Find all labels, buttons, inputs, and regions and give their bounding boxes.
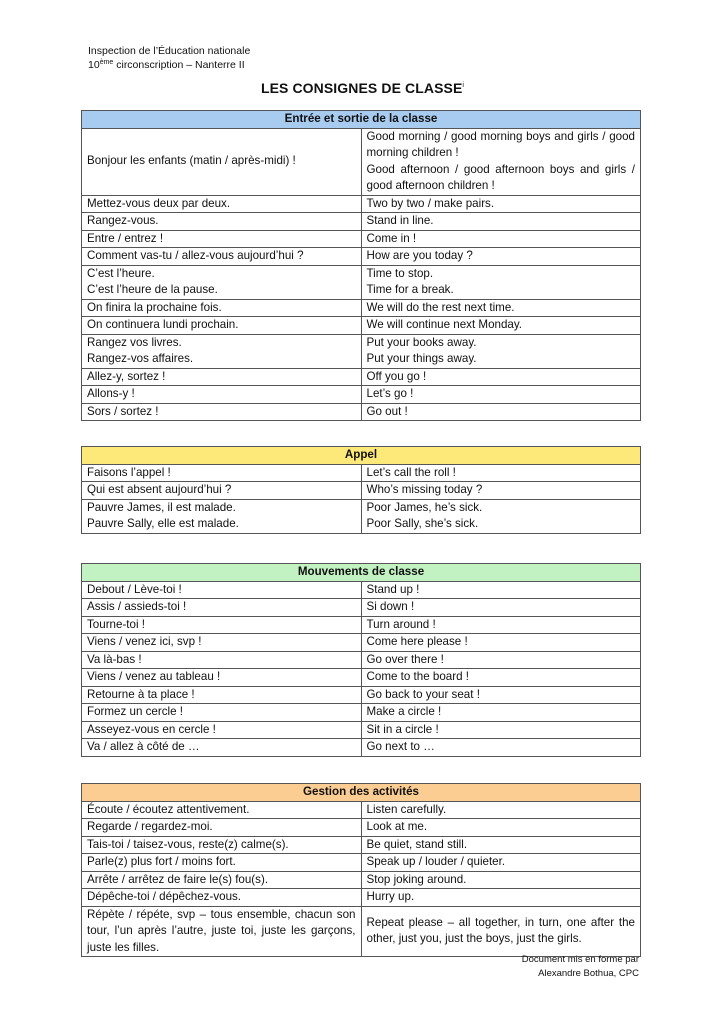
english-phrase: Poor James, he’s sick. xyxy=(366,500,483,514)
french-cell xyxy=(82,213,362,231)
french-phrase: Retourne à ta place ! xyxy=(87,687,195,701)
header-line-2 xyxy=(88,58,250,72)
english-phrase: Si down ! xyxy=(366,600,415,613)
english-cell xyxy=(361,299,641,317)
french-cell xyxy=(82,334,362,368)
french-phrase: Viens / venez au tableau ! xyxy=(87,670,221,683)
french-cell xyxy=(82,299,362,317)
header-line-2-prefix: 10 xyxy=(88,59,100,71)
french-cell xyxy=(82,499,362,533)
english-phrase: Repeat please – all together, in turn, one after the other, just you, just the boys, just the girls. xyxy=(366,915,635,946)
table-mouvements xyxy=(81,563,641,757)
french-cell xyxy=(82,721,362,739)
english-cell xyxy=(361,801,641,819)
english-phrase: We will do the rest next time. xyxy=(366,300,515,314)
table-row xyxy=(82,464,641,482)
table-row xyxy=(82,265,641,299)
table-row xyxy=(82,854,641,872)
french-phrase: Parle(z) plus fort / moins fort. xyxy=(87,855,236,868)
french-phrase: Assis / assieds-toi ! xyxy=(87,600,187,613)
french-phrase: Arrête / arrêtez de faire le(s) fou(s). xyxy=(87,872,269,886)
french-phrase: Entre / entrez ! xyxy=(87,231,164,245)
english-phrase: Good morning / good morning boys and girls / good morning children ! xyxy=(366,129,635,159)
table-row xyxy=(82,403,641,421)
english-cell xyxy=(361,854,641,872)
english-phrase: Off you go ! xyxy=(366,369,427,383)
table-row xyxy=(82,213,641,231)
french-phrase: Va / allez à côté de … xyxy=(87,740,200,753)
french-phrase: Qui est absent aujourd’hui ? xyxy=(87,483,232,496)
french-cell xyxy=(82,230,362,248)
english-cell xyxy=(361,581,641,599)
header-line-2-sup: ème xyxy=(99,59,114,66)
french-cell xyxy=(82,464,362,482)
table-heading-row xyxy=(82,564,641,582)
french-cell xyxy=(82,669,362,687)
french-phrase: Formez un cercle ! xyxy=(87,705,183,718)
english-cell xyxy=(361,599,641,617)
french-phrase: Répète / répéte, svp – tous ensemble, chacun son tour, l’un après l’autre, juste toi, juste les garçons, juste les filles. xyxy=(87,907,356,954)
french-phrase: Dépêche-toi / dépêchez-vous. xyxy=(87,890,242,903)
table-gestion xyxy=(81,783,641,957)
french-cell xyxy=(82,128,362,195)
table-row xyxy=(82,889,641,907)
header-line-2-rest: circonscription – Nanterre II xyxy=(113,59,245,71)
table-row xyxy=(82,819,641,837)
table-row xyxy=(82,299,641,317)
title-footnote-mark: i xyxy=(462,82,465,89)
french-cell xyxy=(82,317,362,335)
english-phrase: How are you today ? xyxy=(366,249,473,262)
english-cell xyxy=(361,616,641,634)
french-cell xyxy=(82,686,362,704)
english-cell xyxy=(361,464,641,482)
french-phrase: Pauvre Sally, elle est malade. xyxy=(87,517,239,530)
english-phrase: Come in ! xyxy=(366,231,417,245)
table-row xyxy=(82,686,641,704)
french-cell xyxy=(82,403,362,421)
section-heading: Mouvements de classe xyxy=(82,564,641,582)
english-phrase: Poor Sally, she’s sick. xyxy=(366,517,479,530)
english-phrase: Speak up / louder / quieter. xyxy=(366,855,506,868)
french-cell xyxy=(82,634,362,652)
french-phrase: Mettez-vous deux par deux. xyxy=(87,196,231,210)
english-cell xyxy=(361,213,641,231)
document-header xyxy=(88,44,250,72)
english-cell xyxy=(361,819,641,837)
english-phrase: Come to the board ! xyxy=(366,670,469,683)
header-line-1: Inspection de l’Éducation nationale xyxy=(88,45,251,57)
table-row xyxy=(82,651,641,669)
table-row xyxy=(82,669,641,687)
english-phrase: Two by two / make pairs. xyxy=(366,196,495,210)
english-cell xyxy=(361,386,641,404)
french-cell xyxy=(82,195,362,213)
french-cell xyxy=(82,704,362,722)
french-phrase: Rangez-vous. xyxy=(87,214,159,227)
table-row xyxy=(82,482,641,500)
section-heading: Entrée et sortie de la classe xyxy=(82,111,641,129)
table-row xyxy=(82,386,641,404)
french-phrase: Tais-toi / taisez-vous, reste(z) calme(s). xyxy=(87,837,289,851)
french-cell xyxy=(82,248,362,266)
english-cell xyxy=(361,230,641,248)
english-cell xyxy=(361,265,641,299)
english-cell xyxy=(361,871,641,889)
english-cell xyxy=(361,128,641,195)
french-phrase: Debout / Lève-toi ! xyxy=(87,582,182,596)
table-row xyxy=(82,317,641,335)
french-cell xyxy=(82,906,362,957)
table-row xyxy=(82,230,641,248)
page-title xyxy=(0,80,725,96)
table-row xyxy=(82,334,641,368)
french-phrase: C’est l’heure. xyxy=(87,266,155,280)
table-heading-row xyxy=(82,111,641,129)
document-footer xyxy=(522,953,639,981)
english-phrase: Look at me. xyxy=(366,820,428,833)
english-phrase: Go out ! xyxy=(366,404,408,418)
english-cell xyxy=(361,686,641,704)
english-phrase: Stop joking around. xyxy=(366,872,467,886)
table-row xyxy=(82,195,641,213)
english-cell xyxy=(361,499,641,533)
french-cell xyxy=(82,871,362,889)
french-cell xyxy=(82,836,362,854)
french-phrase: Viens / venez ici, svp ! xyxy=(87,635,202,648)
french-cell xyxy=(82,651,362,669)
table-row xyxy=(82,128,641,195)
english-cell xyxy=(361,195,641,213)
table-row xyxy=(82,368,641,386)
table-appel xyxy=(81,446,641,534)
french-cell xyxy=(82,386,362,404)
french-phrase: Regarde / regardez-moi. xyxy=(87,820,213,833)
section-heading: Gestion des activités xyxy=(82,784,641,802)
english-phrase: Hurry up. xyxy=(366,890,415,903)
french-cell xyxy=(82,368,362,386)
english-phrase: Good afternoon / good afternoon boys and girls / good afternoon children ! xyxy=(366,162,635,192)
english-cell xyxy=(361,669,641,687)
english-phrase: Go back to your seat ! xyxy=(366,687,480,701)
table-row xyxy=(82,599,641,617)
english-cell xyxy=(361,704,641,722)
english-cell xyxy=(361,482,641,500)
french-cell xyxy=(82,739,362,757)
french-cell xyxy=(82,854,362,872)
table-row xyxy=(82,499,641,533)
french-phrase: Sors / sortez ! xyxy=(87,404,159,418)
table-row xyxy=(82,801,641,819)
french-cell xyxy=(82,599,362,617)
table-row xyxy=(82,616,641,634)
english-cell xyxy=(361,248,641,266)
english-cell xyxy=(361,368,641,386)
french-cell xyxy=(82,889,362,907)
english-cell xyxy=(361,906,641,957)
table-row xyxy=(82,739,641,757)
table-row xyxy=(82,906,641,957)
french-phrase: Faisons l’appel ! xyxy=(87,465,171,479)
footer-line-1: Document mis en forme par xyxy=(521,954,639,965)
table-row xyxy=(82,581,641,599)
english-phrase: Put your books away. xyxy=(366,335,477,349)
english-phrase: Come here please ! xyxy=(366,635,468,648)
english-phrase: Be quiet, stand still. xyxy=(366,837,468,851)
english-cell xyxy=(361,334,641,368)
french-phrase: Asseyez-vous en cercle ! xyxy=(87,722,216,736)
table-row xyxy=(82,721,641,739)
english-cell xyxy=(361,836,641,854)
french-phrase: On finira la prochaine fois. xyxy=(87,300,222,314)
french-phrase: Bonjour les enfants (matin / après-midi) ! xyxy=(87,154,296,168)
table-row xyxy=(82,248,641,266)
section-heading: Appel xyxy=(82,447,641,465)
english-cell xyxy=(361,889,641,907)
english-phrase: Turn around ! xyxy=(366,617,436,631)
english-phrase: We will continue next Monday. xyxy=(366,318,523,331)
footer-line-2: Alexandre Bothua, CPC xyxy=(538,968,639,979)
table-heading-row xyxy=(82,447,641,465)
english-phrase: Go over there ! xyxy=(366,652,444,666)
english-cell xyxy=(361,403,641,421)
page-title-text: LES CONSIGNES DE CLASSE xyxy=(260,80,463,96)
french-phrase: Pauvre James, il est malade. xyxy=(87,500,236,514)
french-phrase: Rangez vos livres. xyxy=(87,335,182,349)
english-cell xyxy=(361,634,641,652)
french-phrase: Allez-y, sortez ! xyxy=(87,369,166,383)
french-phrase: Allons-y ! xyxy=(87,387,135,400)
english-phrase: Listen carefully. xyxy=(366,802,447,816)
english-cell xyxy=(361,739,641,757)
english-phrase: Who’s missing today ? xyxy=(366,483,483,496)
french-phrase: Va là-bas ! xyxy=(87,652,142,666)
english-phrase: Make a circle ! xyxy=(366,705,442,718)
table-row xyxy=(82,871,641,889)
french-phrase: Tourne-toi ! xyxy=(87,617,145,631)
french-cell xyxy=(82,801,362,819)
french-cell xyxy=(82,819,362,837)
table-row xyxy=(82,634,641,652)
english-phrase: Stand in line. xyxy=(366,214,434,227)
english-phrase: Let’s go ! xyxy=(366,387,414,400)
english-phrase: Go next to … xyxy=(366,740,435,753)
table-entree-sortie xyxy=(81,110,641,421)
french-phrase: On continuera lundi prochain. xyxy=(87,318,239,331)
english-cell xyxy=(361,317,641,335)
french-phrase: Rangez-vos affaires. xyxy=(87,352,194,365)
english-phrase: Time to stop. xyxy=(366,266,434,280)
english-phrase: Sit in a circle ! xyxy=(366,722,439,736)
french-cell xyxy=(82,482,362,500)
english-cell xyxy=(361,721,641,739)
french-phrase: Comment vas-tu / allez-vous aujourd’hui ? xyxy=(87,249,304,262)
french-phrase: Écoute / écoutez attentivement. xyxy=(87,802,250,816)
table-heading-row xyxy=(82,784,641,802)
table-row xyxy=(82,836,641,854)
table-row xyxy=(82,704,641,722)
english-phrase: Stand up ! xyxy=(366,582,420,596)
french-cell xyxy=(82,265,362,299)
english-phrase: Put your things away. xyxy=(366,352,477,365)
english-phrase: Time for a break. xyxy=(366,283,454,296)
french-cell xyxy=(82,616,362,634)
english-phrase: Let’s call the roll ! xyxy=(366,465,456,479)
french-phrase: C’est l’heure de la pause. xyxy=(87,283,218,296)
french-cell xyxy=(82,581,362,599)
english-cell xyxy=(361,651,641,669)
